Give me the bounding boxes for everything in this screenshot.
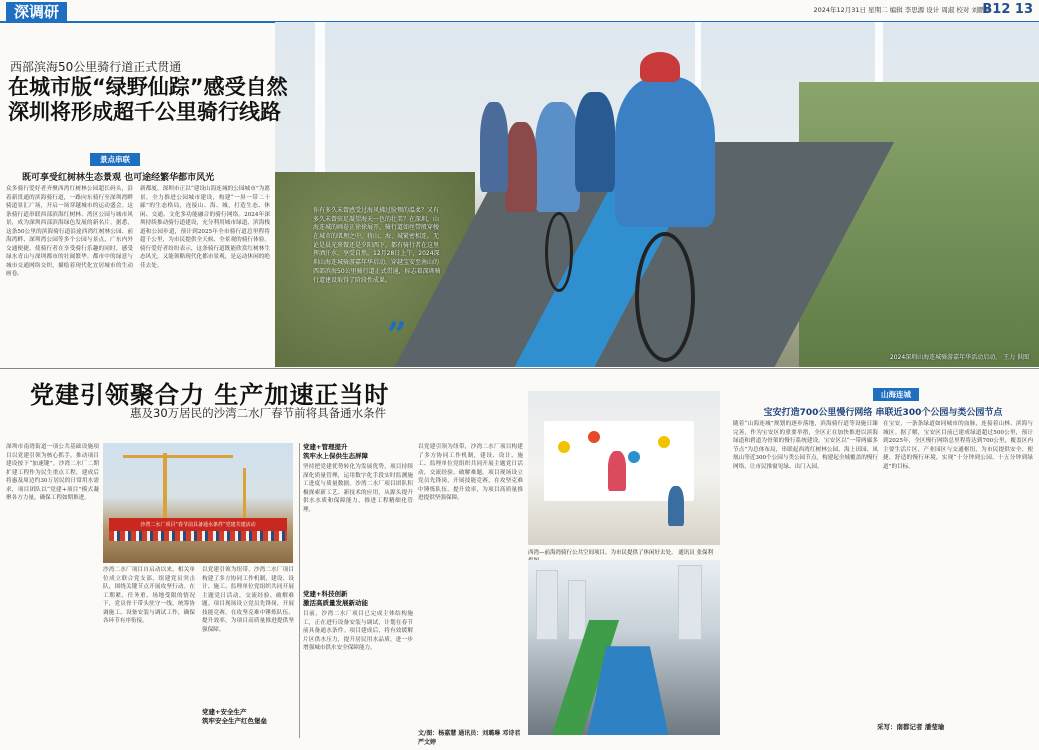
feature-headline: 党建引领聚合力 生产加速正当时 <box>30 380 390 409</box>
lead-kicker: 西部滨海50公里骑行道正式贯通 <box>10 60 182 74</box>
building <box>568 580 586 640</box>
section-divider <box>0 368 1039 369</box>
photo-caption: 西湾—前海湾骑行公共空间项目，为市民提供了休闲好去处。 通讯员 张保利 <box>528 550 713 556</box>
section-pill: 山海连城 <box>873 388 919 401</box>
front-wheel <box>635 232 695 362</box>
headline-line-2: 深圳将形成超千公里骑行线路 <box>8 100 281 124</box>
feature-column-1: 深圳市南湾街道一项公共基础设施项目以党建引领为核心抓手，推动项目建设按下“加速键”。沙湾二水厂二期扩建工程作为民生重点工程，建成后将惠及周边约30万居民的日常用水需求，项目团队以“党建+项目”模式凝聚各方力量，确保工程如期推进。 <box>6 444 99 501</box>
side-column-2: 在宝安，一条条绿道如同城市的血脉，连接着山林、滨海与城区。据了解，宝安区目前已建成绿道超过500公里，预计到2025年，全区慢行网络总里程将达到700公里，覆盖区内主要生活片区、产业园区与交通枢纽，为市民提供安全、便捷、舒适的慢行环境，实现“十分钟到公园、十五分钟到绿道”的目标。 <box>883 421 1033 470</box>
feature-column-3: 以党建引领为纽带，沙湾二水厂项目构建了多方协同工作机制，建设、设计、施工、监理单位党组织共同开展主题党日活动，交流经验、破解难题。项目现场设立党员先锋岗，开展技能竞赛，在攻坚克难中锤炼队伍、提升效率，为项目高质量推进提供坚强保障。 <box>202 567 294 633</box>
building <box>678 565 702 640</box>
section-tag: 深调研 <box>6 2 67 22</box>
event-banner: 沙湾二水厂项目“春节前具备通水条件”党建共建活动 <box>109 518 287 532</box>
rider <box>535 102 580 212</box>
construction-photo <box>103 443 293 563</box>
red-helmet <box>640 52 680 82</box>
lead-rider <box>615 77 715 227</box>
feature-column-2: 沙湾二水厂项目自启动以来，相关单位成立联合党支部，组建党员突击队，围绕关键节点开展攻坚行动。在工期紧、任务重、场地受限的情况下，党员骨干带头驻守一线，统筹协调施工、设备安装与调试工作，确保各环节有序衔接。 <box>103 567 195 624</box>
lead-column-1: 众多骑行爱好者齐聚西湾红树林公园超长码头，沿着新贯通的滨海骑行道，一路向东骑行至深圳湾畔骑道景汇广场，开启一场穿越城市的运动盛会。这条骑行道串联西部滨海红树林、湾区公园与城市风景，成为深圳西部滨海绿色发展的新名片。据悉，这条50公里的滨海骑行道沿途西湾红树林公园、前海湾畔、深圳湾公园等多个公园与景点，广东内外交通便捷，使骑行者在享受骑行乐趣的同时，感受绿水青山与深圳都市的壮阔繁华。都市中的绿意与城市交通网络交织，描绘着现代化宜居城市的生动画卷。 <box>6 186 133 277</box>
crowd <box>109 531 287 541</box>
headline-line-1: 在城市版“绿野仙踪”感受自然 <box>8 75 288 99</box>
climbing-hold <box>628 451 640 463</box>
climbing-hold <box>658 436 670 448</box>
quote-text: 你有多久未曾感受过海风拂过脸颊的温柔？又有多久未曾驻足凝望海天一色的壮美？在深圳，山海连城的画卷正徐徐展开，骑行道如丝带般穿梭在城市的肌理之中，将山、海、城紧密相连。无论是晨光熹微还是夕阳西下，都有骑行者在这里挥洒汗水、享受自然。12月28日上午，2024深圳山海连城骑游嘉年华启动，穿越宝安至南山的西部滨海50公里骑行道正式贯通，标志着深圳骑行道建设取得了阶段性成果。 <box>313 207 441 284</box>
climbing-wall-photo <box>528 391 720 545</box>
side-credit: 采写：南都记者 潘莹瑜 <box>877 723 945 731</box>
feature-byline: 文/图：杨嘉慧 通讯员：刘璐琳 邓诗君 严文婷 <box>418 730 521 746</box>
side-headline: 宝安打造700公里慢行网络 串联近300个公园与类公园节点 <box>763 408 1003 418</box>
page-number: B12 13 <box>982 2 1033 17</box>
rider <box>480 102 508 192</box>
child-climber <box>608 451 626 491</box>
lead-headline <box>8 75 308 125</box>
crane-jib <box>123 455 233 458</box>
rider <box>505 122 537 212</box>
rear-wheel <box>545 212 573 292</box>
climbing-hold <box>558 441 570 453</box>
feature-column-4: 坚持把党建优势转化为发展优势，项目持续深化质量管理，运用数字化手段实时监测施工进度与质量数据。沙湾二水厂项目团队积极探索新工艺、新技术的应用，从源头提升供水水质和保障能力，推进工程精细化管理。 <box>303 464 413 513</box>
subhead-management: 党建+管理提升 筑牢水上保供生态屏障 <box>303 443 368 461</box>
issue-meta: 2024年12月31日 星期二 编辑 李思源 设计 周淑 校对 刘鹏林 <box>813 6 991 14</box>
section-pill: 景点串联 <box>90 153 140 166</box>
climbing-hold <box>588 431 600 443</box>
child <box>668 486 684 526</box>
masthead <box>0 0 1039 22</box>
quote-icon: ” <box>387 315 407 355</box>
rider <box>575 92 615 192</box>
column-rule <box>299 443 300 738</box>
feature-subtitle: 惠及30万居民的沙湾二水厂春节前将具备通水条件 <box>130 406 387 420</box>
subhead-innovation: 党建+科技创新 激活高质量发展新动能 <box>303 590 368 608</box>
lead-subhead: 既可享受红树林生态景观 也可途经繁华都市风光 <box>22 173 215 183</box>
subhead-safety: 党建+安全生产 筑牢安全生产红色堡垒 <box>202 708 267 726</box>
feature-column-6: 以党建引领为纽带，沙湾二水厂项目构建了多方协同工作机制，建设、设计、施工、监理单位党组织共同开展主题党日活动，交流经验、破解难题。项目现场设立党员先锋岗，开展技能竞赛，在攻坚克难中锤炼队伍、提升效率，为项目高质量推进提供坚强保障。 <box>418 444 523 501</box>
side-column-1: 随着“山海连城”规划的逐步落地，滨海骑行道等设施日臻完善，作为宝安区的重要举措，全区正在加快推进以滨海绿道和碧道为骨架的慢行系统建设。宝安区以“一带两廊多节点”为总体布局，串联起西湾红树林公园、海上田园、凤凰山等近300个公园与类公园节点，构建起全域覆盖的慢行网络，让市民推窗见绿、出门入园。 <box>733 421 878 470</box>
photo-credit: 2024深圳山海连城骑游嘉年华活动启动。 王力 供图 <box>889 354 1029 361</box>
lead-column-2: 新都厦，深圳市正以“建设山海连城的公园城市”为愿景，全力推进公园城市建设，构建“一屏一带二十廊”的生态格局，连接山、海、城，打造生态、休闲、交通、文化多功能融合的骑行网络。2024年深圳持续推动骑行道建设，充分利用城市绿道、滨海栈道和公园步道，预计到2025年全市骑行道总里程将超千公里，为市民提供全天候、全景观的骑行体验。骑行爱好者纷纷表示，这条骑行道既能欣赏红树林生态风光，又能领略现代化都市景观，是运动休闲的绝佳去处。 <box>140 186 270 269</box>
feature-column-5: 目前，沙湾二水厂项目已完成主体结构施工，正在进行设备安装与调试，计划在春节前具备通水条件。项目建成后，将有效缓解片区供水压力，提升居民用水品质，进一步增强城市供水安全保障能力。 <box>303 611 413 651</box>
building <box>536 570 558 640</box>
greenway-photo <box>528 560 720 735</box>
